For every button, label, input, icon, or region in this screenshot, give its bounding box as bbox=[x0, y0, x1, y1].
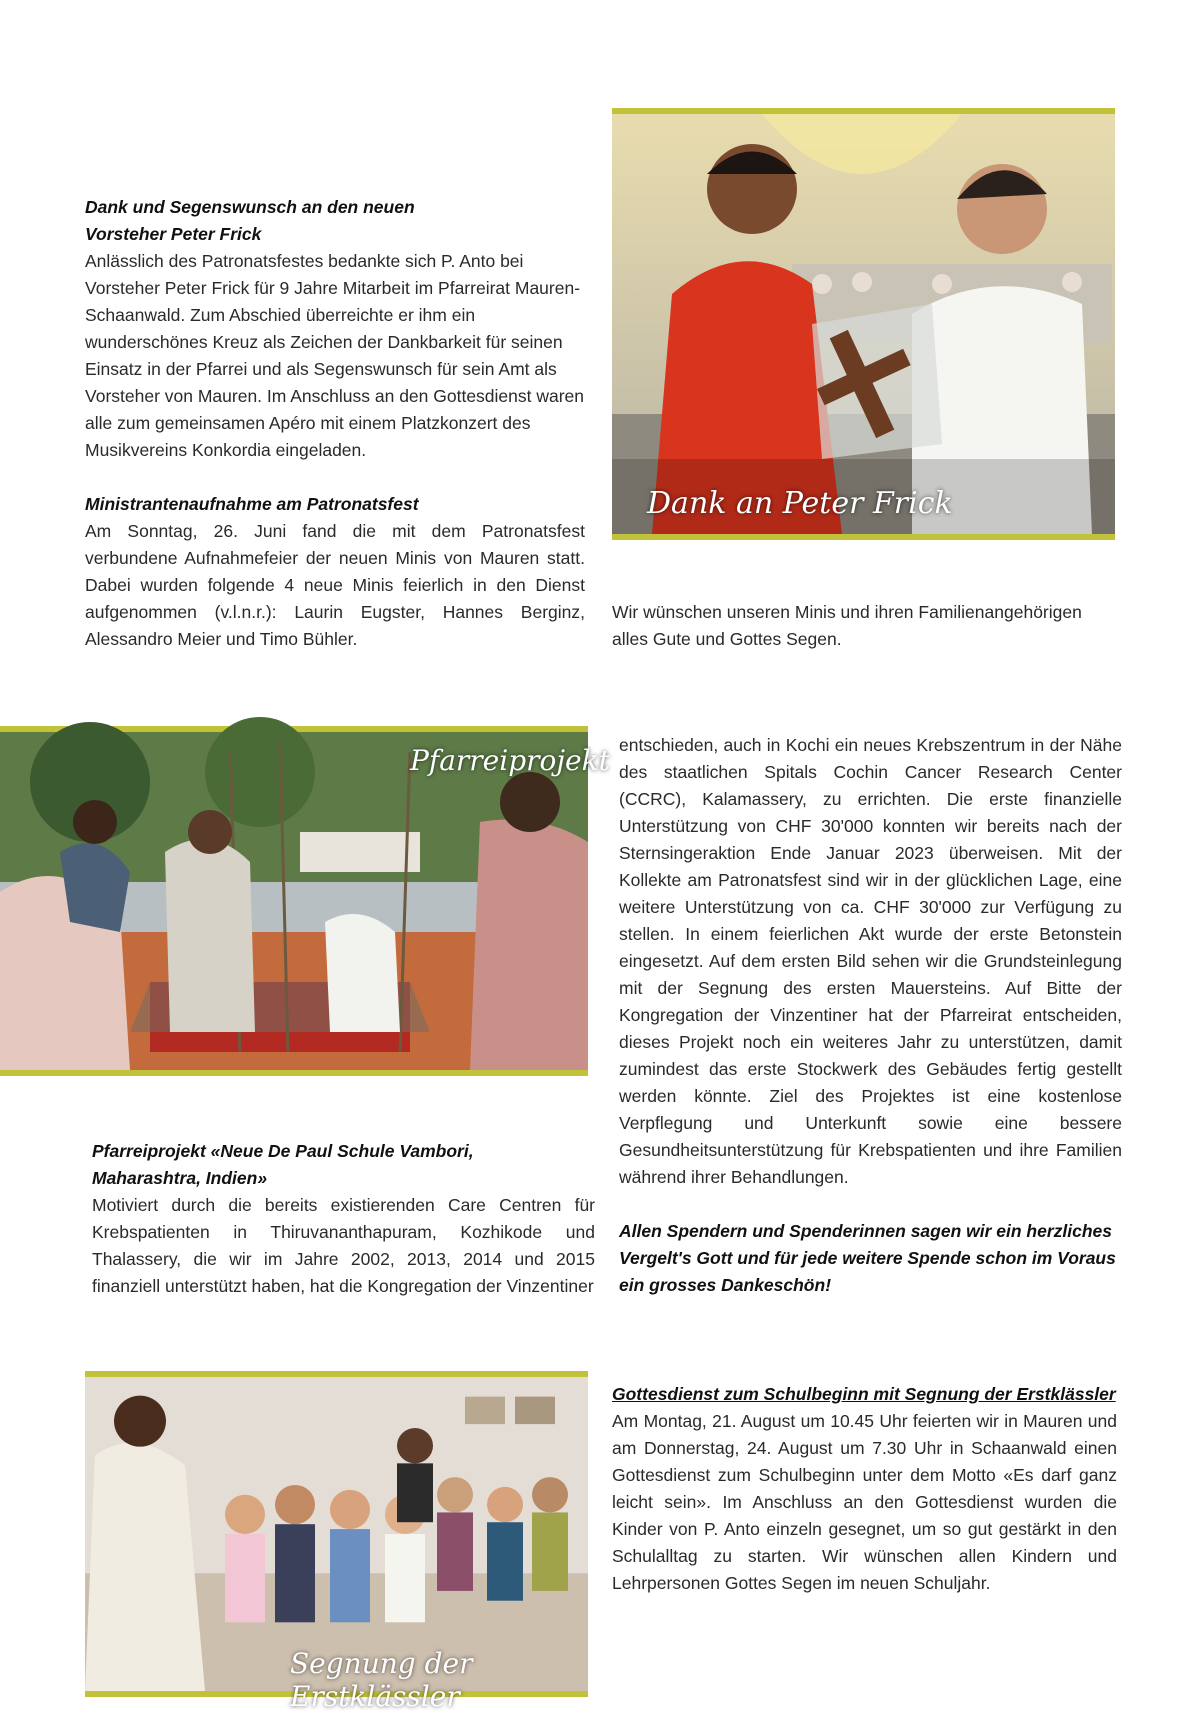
projekt-body-left: Motiviert durch die bereits existierenden Care Centren für Krebspatienten in Thiruvananthapuram, Kozhikode und Thalassery, die wir im Jahre 2002, 2013, 2014 und 2015 finanziell unterstützt haben, hat die Kongregation der Vinzentiner bbox=[92, 1195, 595, 1296]
minis-wish-text: Wir wünschen unseren Minis und ihren Familienangehörigen alles Gute und Gottes Segen. bbox=[612, 602, 1082, 649]
article-pfarreiprojekt-left bbox=[92, 1138, 595, 1300]
article-dank-peter-frick bbox=[85, 194, 585, 653]
minis-wish bbox=[612, 599, 1117, 653]
photo-caption: Dank an Peter Frick bbox=[647, 486, 953, 521]
article-heading-line2: Vorsteher Peter Frick bbox=[85, 224, 262, 244]
photo-caption: Segnung der Erstklässler bbox=[290, 1647, 473, 1713]
article-pfarreiprojekt-right bbox=[619, 732, 1122, 1299]
construction-scene-image bbox=[0, 732, 588, 1070]
classroom-blessing-image bbox=[85, 1377, 588, 1691]
schulbeginn-heading: Gottesdienst zum Schulbeginn mit Segnung der Erstklässler bbox=[612, 1384, 1116, 1404]
projekt-heading-line1: Pfarreiprojekt «Neue De Paul Schule Vambori, bbox=[92, 1141, 474, 1161]
photo-erstklaessler bbox=[85, 1371, 588, 1713]
minis-heading: Ministrantenaufnahme am Patronatsfest bbox=[85, 494, 419, 514]
schulbeginn-body: Am Montag, 21. August um 10.45 Uhr feierten wir in Mauren und am Donnerstag, 24. August um 7.30 Uhr in Schaanwald einen Gottesdienst zum Schulbeginn unter dem Motto «Es darf ganz leicht sein». Im Anschluss an den Gottesdienst wurden die Kinder von P. Anto einzeln gesegnet, um so gut gestärkt in den Schulalltag zu starten. Wir wünschen allen Kindern und Lehrpersonen Gottes Segen im neuen Schuljahr. bbox=[612, 1411, 1117, 1593]
article-body: Anlässlich des Patronatsfestes bedankte sich P. Anto bei Vorsteher Peter Frick für 9 Jahre Mitarbeit im Pfarreirat Mauren-Schaanwald. Zum Abschied überreichte er ihm ein wunderschönes Kreuz als Zeichen der Dankbarkeit für seinen Einsatz in der Pfarrei und als Segenswunsch für sein Amt als Vorsteher von Mauren. Im Anschluss an den Gottesdienst waren alle zum gemeinsamen Apéro mit einem Platzkonzert des Musikvereins Konkordia eingeladen. bbox=[85, 251, 585, 460]
article-heading-line1: Dank und Segenswunsch an den neuen bbox=[85, 197, 415, 217]
photo-caption: Pfarreiprojekt bbox=[410, 744, 610, 777]
projekt-body-right: entschieden, auch in Kochi ein neues Krebszentrum in der Nähe des staatlichen Spitals Cochin Cancer Research Center (CCRC), Kalamassery, zu errichten. Die erste finanzielle Unterstützung von CHF 30'000 konnten wir bereits nach der Sternsingeraktion Ende Januar 2023 überweisen. Mit der Kollekte am Patronatsfest sind wir in der glücklichen Lage, eine weitere Unterstützung von ca. CHF 30'000 zur Verfügung zu stellen. In einem feierlichen Akt wurde der erste Betonstein eingesetzt. Auf dem ersten Bild sehen wir die Grundsteinlegung mit der Segnung des ersten Mauersteins. Auf Bitte der Kongregation der Vinzentiner hat der Pfarreirat entscheiden, dieses Projekt noch ein weiteres Jahr zu unterstützen, damit zumindest das erste Stockwerk des Gebäudes fertig gestellt werden könnte. Ziel des Projektes ist eine kostenlose Verpflegung und Unterkunft sowie eine bessere Gesundheitsunterstützung für Krebspatienten und ihre Familien während ihrer Behandlungen. bbox=[619, 735, 1122, 1187]
photo-pfarreiprojekt bbox=[0, 726, 610, 1076]
projekt-heading-line2: Maharashtra, Indien» bbox=[92, 1168, 268, 1188]
article-schulbeginn bbox=[612, 1381, 1117, 1597]
church-scene-image bbox=[612, 114, 1115, 534]
minis-body: Am Sonntag, 26. Juni fand die mit dem Patronatsfest verbundene Aufnahmefeier der neuen Minis von Mauren statt. Dabei wurden folgende 4 neue Minis feierlich in den Dienst aufgenommen (v.l.n.r.): Laurin Eugster, Hannes Berginz, Alessandro Meier und Timo Bühler. bbox=[85, 521, 585, 649]
photo-dank-peter-frick bbox=[612, 108, 1115, 540]
projekt-thanks: Allen Spendern und Spenderinnen sagen wir ein herzliches Vergelt's Gott und für jede weitere Spende schon im Voraus ein grosses Dankeschön! bbox=[619, 1221, 1116, 1295]
